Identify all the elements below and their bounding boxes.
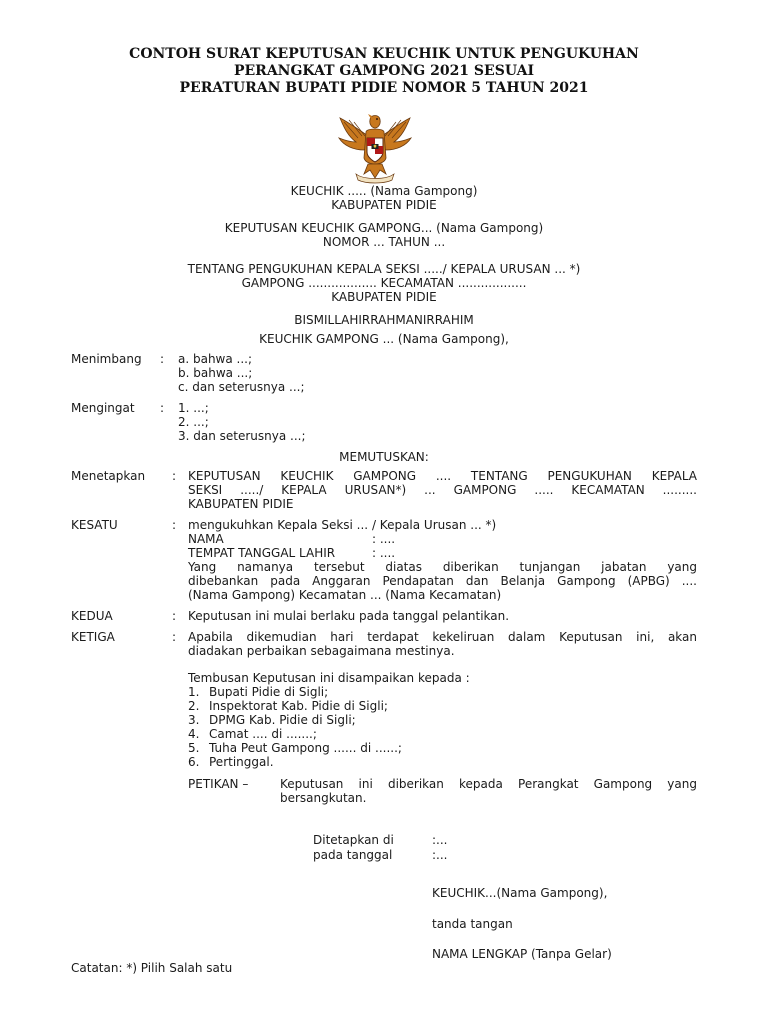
signature-name: NAMA LENGKAP (Tanpa Gelar) xyxy=(432,947,612,961)
menetapkan-text-line: KABUPATEN PIDIE xyxy=(188,497,294,511)
tembusan-item-text: Pertinggal. xyxy=(209,755,274,769)
bismillah-line: BISMILLAHIRRAHMANIRRAHIM xyxy=(294,313,474,327)
tembusan-item-text: DPMG Kab. Pidie di Sigli; xyxy=(209,713,356,727)
tembusan-item-number: 5. xyxy=(188,741,200,755)
header-nomor-line: NOMOR ... TAHUN ... xyxy=(322,235,446,249)
kesatu-nama-label: NAMA xyxy=(188,532,224,546)
kedua-colon: : xyxy=(172,609,177,623)
tembusan-heading: Tembusan Keputusan ini disampaikan kepada : xyxy=(188,671,470,685)
menetapkan-text-line: SEKSI ...../ KEPALA URUSAN*) ... GAMPONG ..... KECAMATAN ......... xyxy=(188,483,697,497)
ketiga-label: KETIGA xyxy=(71,630,115,644)
garuda-emblem-icon xyxy=(334,110,416,186)
mengingat-item: 2. ...; xyxy=(178,415,209,429)
kesatu-nama-value: : .... xyxy=(372,532,396,546)
mengingat-label: Mengingat xyxy=(71,401,135,415)
ketiga-text-line: Apabila dikemudian hari terdapat kekeliruan dalam Keputusan ini, akan xyxy=(188,630,697,644)
tembusan-item-number: 3. xyxy=(188,713,200,727)
tembusan-item-number: 2. xyxy=(188,699,200,713)
signature-title: KEUCHIK...(Nama Gampong), xyxy=(432,886,608,900)
tembusan-item-number: 1. xyxy=(188,685,200,699)
menimbang-item: b. bahwa ...; xyxy=(178,366,253,380)
tembusan-item-number: 4. xyxy=(188,727,200,741)
tembusan-item-text: Inspektorat Kab. Pidie di Sigli; xyxy=(209,699,388,713)
kesatu-paragraph-line: (Nama Gampong) Kecamatan ... (Nama Kecamatan) xyxy=(188,588,502,602)
mengingat-item: 1. ...; xyxy=(178,401,209,415)
document-title-line-1: CONTOH SURAT KEPUTUSAN KEUCHIK UNTUK PENGUKUHAN xyxy=(129,46,639,62)
tanggal-value: :... xyxy=(432,848,448,862)
document-title-line-2: PERANGKAT GAMPONG 2021 SESUAI xyxy=(233,63,535,79)
ketiga-text-line: diadakan perbaikan sebagaimana mestinya. xyxy=(188,644,455,658)
tembusan-item-text: Bupati Pidie di Sigli; xyxy=(209,685,329,699)
memutuskan-heading: MEMUTUSKAN: xyxy=(339,450,429,464)
catatan-note: Catatan: *) Pilih Salah satu xyxy=(71,961,233,975)
kesatu-paragraph-line: dibebankan pada Anggaran Pendapatan dan Belanja Gampong (APBG) .... xyxy=(188,574,697,588)
document-title-line-3: PERATURAN BUPATI PIDIE NOMOR 5 TAHUN 2021 xyxy=(179,80,589,96)
ditetapkan-label: Ditetapkan di xyxy=(313,833,394,847)
kesatu-label: KESATU xyxy=(71,518,118,532)
signature-placeholder: tanda tangan xyxy=(432,917,513,931)
header-gampong-line: GAMPONG .................. KECAMATAN .................. xyxy=(241,276,527,290)
ketiga-colon: : xyxy=(172,630,177,644)
petikan-text-line: bersangkutan. xyxy=(280,791,367,805)
menimbang-label: Menimbang xyxy=(71,352,142,366)
tanggal-label: pada tanggal xyxy=(313,848,393,862)
mengingat-item: 3. dan seterusnya ...; xyxy=(178,429,306,443)
header-tentang-line: TENTANG PENGUKUHAN KEPALA SEKSI ...../ KEPALA URUSAN ... *) xyxy=(187,262,581,276)
petikan-text-line: Keputusan ini diberikan kepada Perangkat Gampong yang xyxy=(280,777,697,791)
kesatu-ttl-value: : .... xyxy=(372,546,396,560)
tembusan-item-text: Camat .... di .......; xyxy=(209,727,317,741)
menetapkan-label: Menetapkan xyxy=(71,469,146,483)
header-kabupaten-line-2: KABUPATEN PIDIE xyxy=(331,290,437,304)
header-keputusan-line: KEPUTUSAN KEUCHIK GAMPONG... (Nama Gampong) xyxy=(224,221,544,235)
menetapkan-text-line: KEPUTUSAN KEUCHIK GAMPONG .... TENTANG PENGUKUHAN KEPALA xyxy=(188,469,697,483)
kesatu-ttl-label: TEMPAT TANGGAL LAHIR xyxy=(188,546,336,560)
menetapkan-colon: : xyxy=(172,469,177,483)
kesatu-paragraph-line: Yang namanya tersebut diatas diberikan tunjangan jabatan yang xyxy=(188,560,697,574)
kedua-label: KEDUA xyxy=(71,609,113,623)
tembusan-item-number: 6. xyxy=(188,755,200,769)
mengingat-colon: : xyxy=(160,401,165,415)
kesatu-text: mengukuhkan Kepala Seksi ... / Kepala Urusan ... *) xyxy=(188,518,497,532)
kedua-text: Keputusan ini mulai berlaku pada tanggal pelantikan. xyxy=(188,609,510,623)
menimbang-item: c. dan seterusnya ...; xyxy=(178,380,305,394)
kesatu-colon: : xyxy=(172,518,177,532)
tembusan-item-text: Tuha Peut Gampong ...... di ......; xyxy=(209,741,402,755)
header-keuchik-gampong-line: KEUCHIK GAMPONG ... (Nama Gampong), xyxy=(259,332,509,346)
menimbang-item: a. bahwa ...; xyxy=(178,352,253,366)
menimbang-colon: : xyxy=(160,352,165,366)
ditetapkan-value: :... xyxy=(432,833,448,847)
header-kabupaten-line: KABUPATEN PIDIE xyxy=(331,198,437,212)
petikan-label: PETIKAN – xyxy=(188,777,249,791)
header-keuchik-line: KEUCHIK ..... (Nama Gampong) xyxy=(290,184,478,198)
